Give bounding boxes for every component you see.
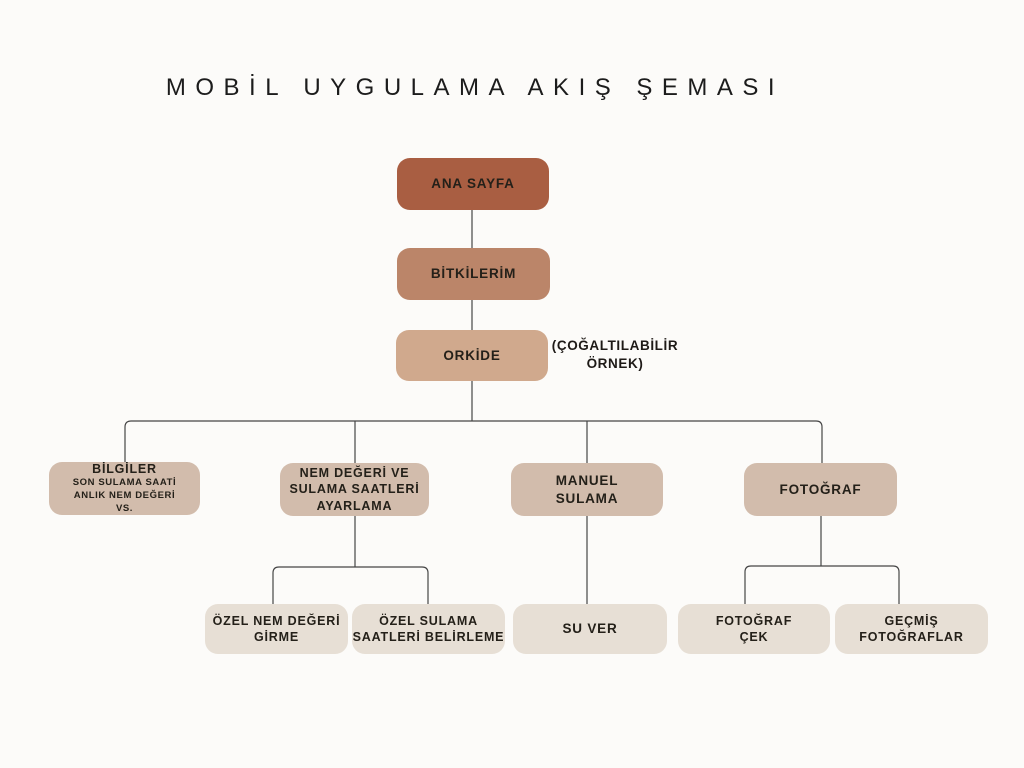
node-ana-sayfa-label: ANA SAYFA bbox=[431, 176, 515, 192]
node-bilgiler bbox=[49, 462, 200, 515]
annotation-line-1: (ÇOĞALTILABİLİR bbox=[551, 338, 679, 353]
node-ozel-nem-line2: GİRME bbox=[254, 630, 299, 644]
node-manuel-line1: MANUEL bbox=[555, 472, 619, 488]
node-bitkilerim bbox=[397, 248, 550, 300]
node-fotograf bbox=[744, 463, 897, 516]
annotation-note bbox=[548, 337, 682, 372]
node-ozel-sulama-line2: SAATLERİ BELİRLEME bbox=[352, 630, 505, 644]
node-gecmis-line1: GEÇMİŞ bbox=[884, 613, 939, 628]
node-manuel-line2: SULAMA bbox=[555, 490, 619, 506]
node-gecmis-fotograflar bbox=[835, 604, 988, 654]
node-foto-cek-line2: ÇEK bbox=[739, 630, 769, 644]
node-nem-line3: AYARLAMA bbox=[316, 498, 393, 513]
node-orkide bbox=[396, 330, 548, 381]
node-nem-line1: NEM DEĞERİ VE bbox=[299, 466, 410, 481]
node-ozel-sulama-saatleri bbox=[352, 604, 505, 654]
node-foto-cek-line1: FOTOĞRAF bbox=[715, 613, 793, 628]
node-manuel-sulama bbox=[511, 463, 663, 516]
node-gecmis-line2: FOTOĞRAFLAR bbox=[859, 630, 964, 644]
node-ozel-sulama-line1: ÖZEL SULAMA bbox=[379, 613, 478, 628]
annotation-line-2: ÖRNEK) bbox=[586, 355, 644, 371]
node-bilgiler-sub1: SON SULAMA SAATİ bbox=[72, 477, 177, 489]
node-fotograf-label: FOTOĞRAF bbox=[779, 481, 862, 497]
node-bilgiler-sub2: ANLIK NEM DEĞERİ bbox=[73, 490, 176, 502]
node-fotograf-cek bbox=[678, 604, 830, 654]
node-nem-line2: SULAMA SAATLERİ bbox=[289, 482, 420, 497]
node-ozel-nem-degeri-girme bbox=[205, 604, 348, 654]
node-ana-sayfa bbox=[397, 158, 549, 210]
edge-main-bus bbox=[125, 421, 822, 463]
node-bilgiler-sub3: VS. bbox=[115, 503, 134, 515]
edge-foto-subbus bbox=[745, 566, 899, 604]
node-bilgiler-title: BİLGİLER bbox=[92, 462, 157, 477]
node-ozel-nem-line1: ÖZEL NEM DEĞERİ bbox=[212, 613, 341, 628]
node-su-ver bbox=[513, 604, 667, 654]
edge-nem-subbus bbox=[273, 567, 428, 604]
node-nem-degeri-ayarlama bbox=[280, 463, 429, 516]
node-su-ver-label: SU VER bbox=[562, 621, 618, 637]
page-title: MOBİL UYGULAMA AKIŞ ŞEMASI bbox=[165, 74, 785, 101]
node-orkide-label: ORKİDE bbox=[443, 347, 501, 363]
node-bitkilerim-label: BİTKİLERİM bbox=[430, 266, 517, 282]
